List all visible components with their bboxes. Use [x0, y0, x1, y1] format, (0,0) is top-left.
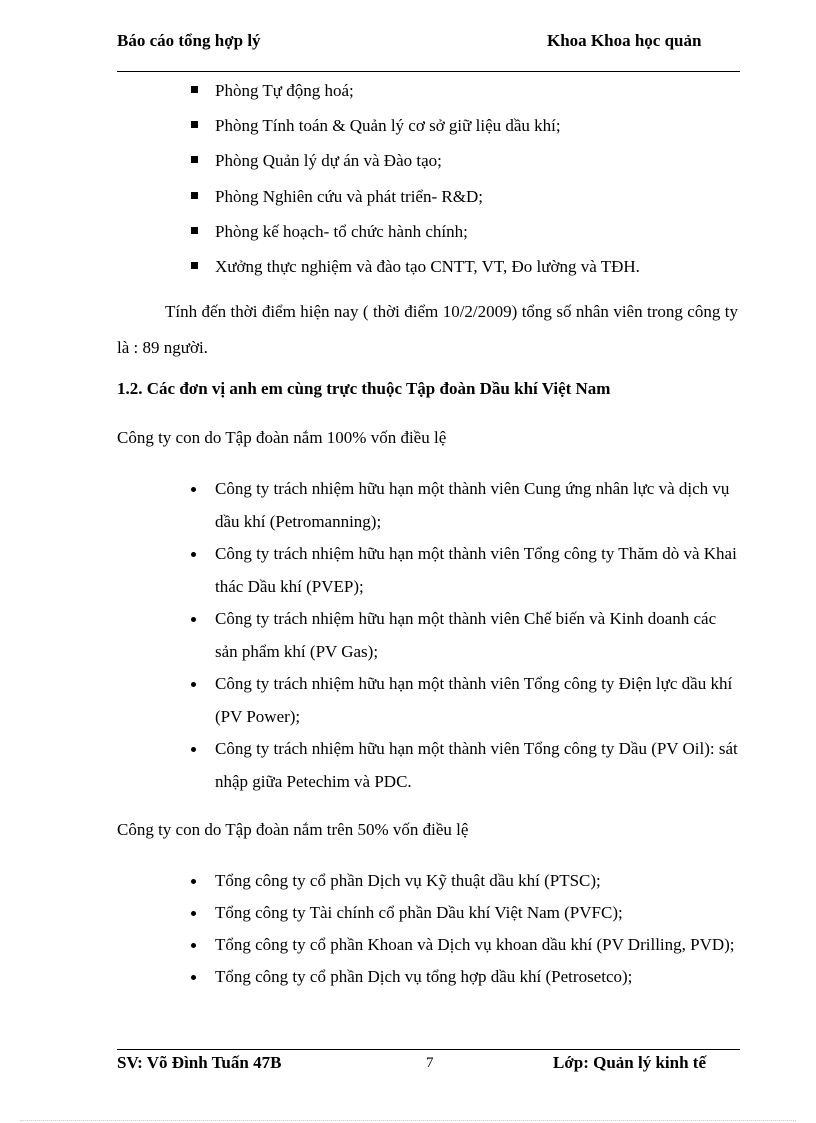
list-item: Công ty trách nhiệm hữu hạn một thành viên Chế biến và Kinh doanh các sản phẩm khí (PV Gas);: [191, 603, 741, 668]
bullet-icon: [191, 975, 196, 980]
square-bullet-icon: [191, 192, 198, 199]
bullet-icon: [191, 911, 196, 916]
list-item: Công ty trách nhiệm hữu hạn một thành viên Tổng công ty Dầu (PV Oil): sát nhập giữa Petechim và PDC.: [191, 733, 741, 798]
bullet-icon: [191, 879, 196, 884]
section-heading: 1.2. Các đơn vị anh em cùng trực thuộc Tập đoàn Dầu khí Việt Nam: [117, 379, 611, 398]
header-divider: [117, 71, 740, 72]
group-50-list: [191, 865, 741, 993]
page-number: 7: [426, 1055, 434, 1071]
footer-divider: [117, 1049, 740, 1050]
department-list: [191, 79, 640, 290]
footer-student: SV: Võ Đình Tuấn 47B: [117, 1053, 282, 1072]
square-bullet-icon: [191, 156, 198, 163]
list-item: Phòng Tính toán & Quản lý cơ sở giữ liệu dầu khí;: [191, 114, 640, 149]
square-bullet-icon: [191, 86, 198, 93]
footer-class: Lớp: Quản lý kinh tế: [553, 1053, 707, 1072]
square-bullet-icon: [191, 262, 198, 269]
list-item: Công ty trách nhiệm hữu hạn một thành viên Tổng công ty Điện lực dầu khí (PV Power);: [191, 668, 741, 733]
list-item: Tổng công ty cổ phần Dịch vụ Kỹ thuật dầu khí (PTSC);: [191, 865, 741, 897]
list-item: Phòng Tự động hoá;: [191, 79, 640, 114]
list-item: Công ty trách nhiệm hữu hạn một thành viên Tổng công ty Thăm dò và Khai thác Dầu khí (PVEP);: [191, 538, 741, 603]
square-bullet-icon: [191, 121, 198, 128]
bullet-icon: [191, 682, 196, 687]
bullet-icon: [191, 617, 196, 622]
bullet-icon: [191, 487, 196, 492]
list-item: Tổng công ty Tài chính cổ phần Dầu khí Việt Nam (PVFC);: [191, 897, 741, 929]
bullet-icon: [191, 552, 196, 557]
list-item: Tổng công ty cổ phần Dịch vụ tổng hợp dầu khí (Petrosetco);: [191, 961, 741, 993]
bullet-icon: [191, 943, 196, 948]
list-item: Tổng công ty cổ phần Khoan và Dịch vụ khoan dầu khí (PV Drilling, PVD);: [191, 929, 741, 961]
list-item: Phòng Quản lý dự án và Đào tạo;: [191, 149, 640, 184]
list-item: Công ty trách nhiệm hữu hạn một thành viên Cung ứng nhân lực và dịch vụ dầu khí (Petromanning);: [191, 473, 741, 538]
group-100-intro: Công ty con do Tập đoàn nắm 100% vốn điều lệ: [117, 428, 447, 447]
staff-count-paragraph: Tính đến thời điểm hiện nay ( thời điểm 10/2/2009) tổng số nhân viên trong công ty là : 89 người.: [117, 302, 738, 357]
square-bullet-icon: [191, 227, 198, 234]
list-item: Phòng Nghiên cứu và phát triển- R&D;: [191, 185, 640, 220]
list-item: Xưởng thực nghiệm và đào tạo CNTT, VT, Đo lường và TĐH.: [191, 255, 640, 290]
list-item: Phòng kế hoạch- tổ chức hành chính;: [191, 220, 640, 255]
bullet-icon: [191, 747, 196, 752]
page-bottom-border: [20, 1120, 796, 1121]
group-50-intro: Công ty con do Tập đoàn nắm trên 50% vốn điều lệ: [117, 820, 469, 839]
header-left-title: Báo cáo tổng hợp lý: [117, 31, 261, 50]
header-right-title: Khoa Khoa học quản: [547, 31, 702, 50]
group-100-list: [191, 473, 741, 798]
